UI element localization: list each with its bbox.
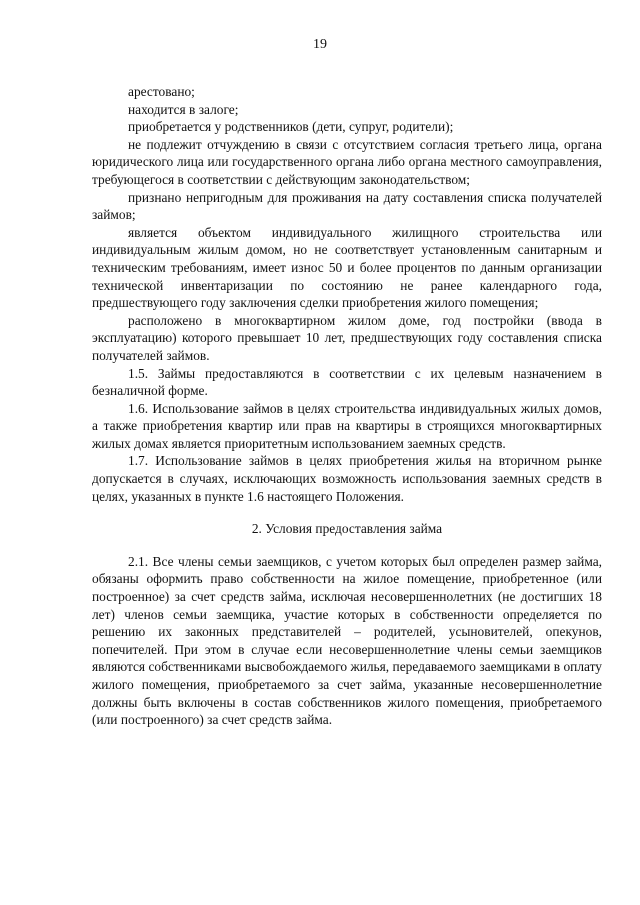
- paragraph-apartment-building-age: расположено в многоквартирном жилом доме, год постройки (ввода в эксплуатацию) которого превышает 10 лет, предшествующих году составления списка получателей займов.: [92, 312, 602, 363]
- paragraph-no-alienation: не подлежит отчуждению в связи с отсутствием согласия третьего лица, органа юридического лица или государственного органа либо органа местного самоуправления, требующегося в соответствии с действующим законодательством;: [92, 136, 602, 187]
- page-number: 19: [313, 37, 327, 52]
- document-body: [92, 83, 602, 729]
- paragraph-2-1: 2.1. Все члены семьи заемщиков, с учетом которых был определен размер займа, обязаны оформить право собственности на жилое помещение, приобретенное (или построенное) за счет средств займа, исключая несовершеннолетних (не достигших 18 лет) членов семьи заемщика, участие которых в собственности определяется по решению их законных представителей – родителей, усыновителей, опекунов, попечителей. При этом в случае если несовершеннолетние члены семьи заемщиков являются собственниками высвобождаемого жилья, передаваемого заемщиками в оплату жилого помещения, приобретаемого за счет займа, указанные несовершеннолетние должны быть включены в состав собственников жилого помещения, приобретаемого (или построенного) за счет средств займа.: [92, 553, 602, 728]
- paragraph-relatives: приобретается у родственников (дети, супруг, родители);: [128, 119, 454, 135]
- paragraph-1-7: 1.7. Использование займов в целях приобретения жилья на вторичном рынке допускается в случаях, исключающих возможность использования заемных средств в целях, указанных в пункте 1.6 настоящего Положения.: [92, 453, 602, 504]
- paragraph-arrested: арестовано;: [128, 84, 195, 99]
- paragraph-1-5: 1.5. Займы предоставляются в соответствии с их целевым назначением в безналичной форме.: [92, 365, 602, 399]
- paragraph-individual-housing: является объектом индивидуального жилищного строительства или индивидуальным жилым домом, но не соответствует установленным санитарным и техническим требованиям, имеет износ 50 и более процентов по данным организации технической инвентаризации по состоянию не ранее календарного года, предшествующего году заключения сделки приобретения жилого помещения;: [92, 224, 602, 311]
- section-title: 2. Условия предоставления займа: [251, 521, 443, 537]
- paragraph-unfit-for-living: признано непригодным для проживания на дату составления списка получателей займов;: [92, 189, 602, 223]
- paragraph-1-6: 1.6. Использование займов в целях строительства индивидуальных жилых домов, а также приобретения квартир или прав на квартиры в строящихся многоквартирных жилых домах является приоритетным использованием заемных средств.: [92, 400, 602, 451]
- paragraph-pledged: находится в залоге;: [128, 101, 239, 117]
